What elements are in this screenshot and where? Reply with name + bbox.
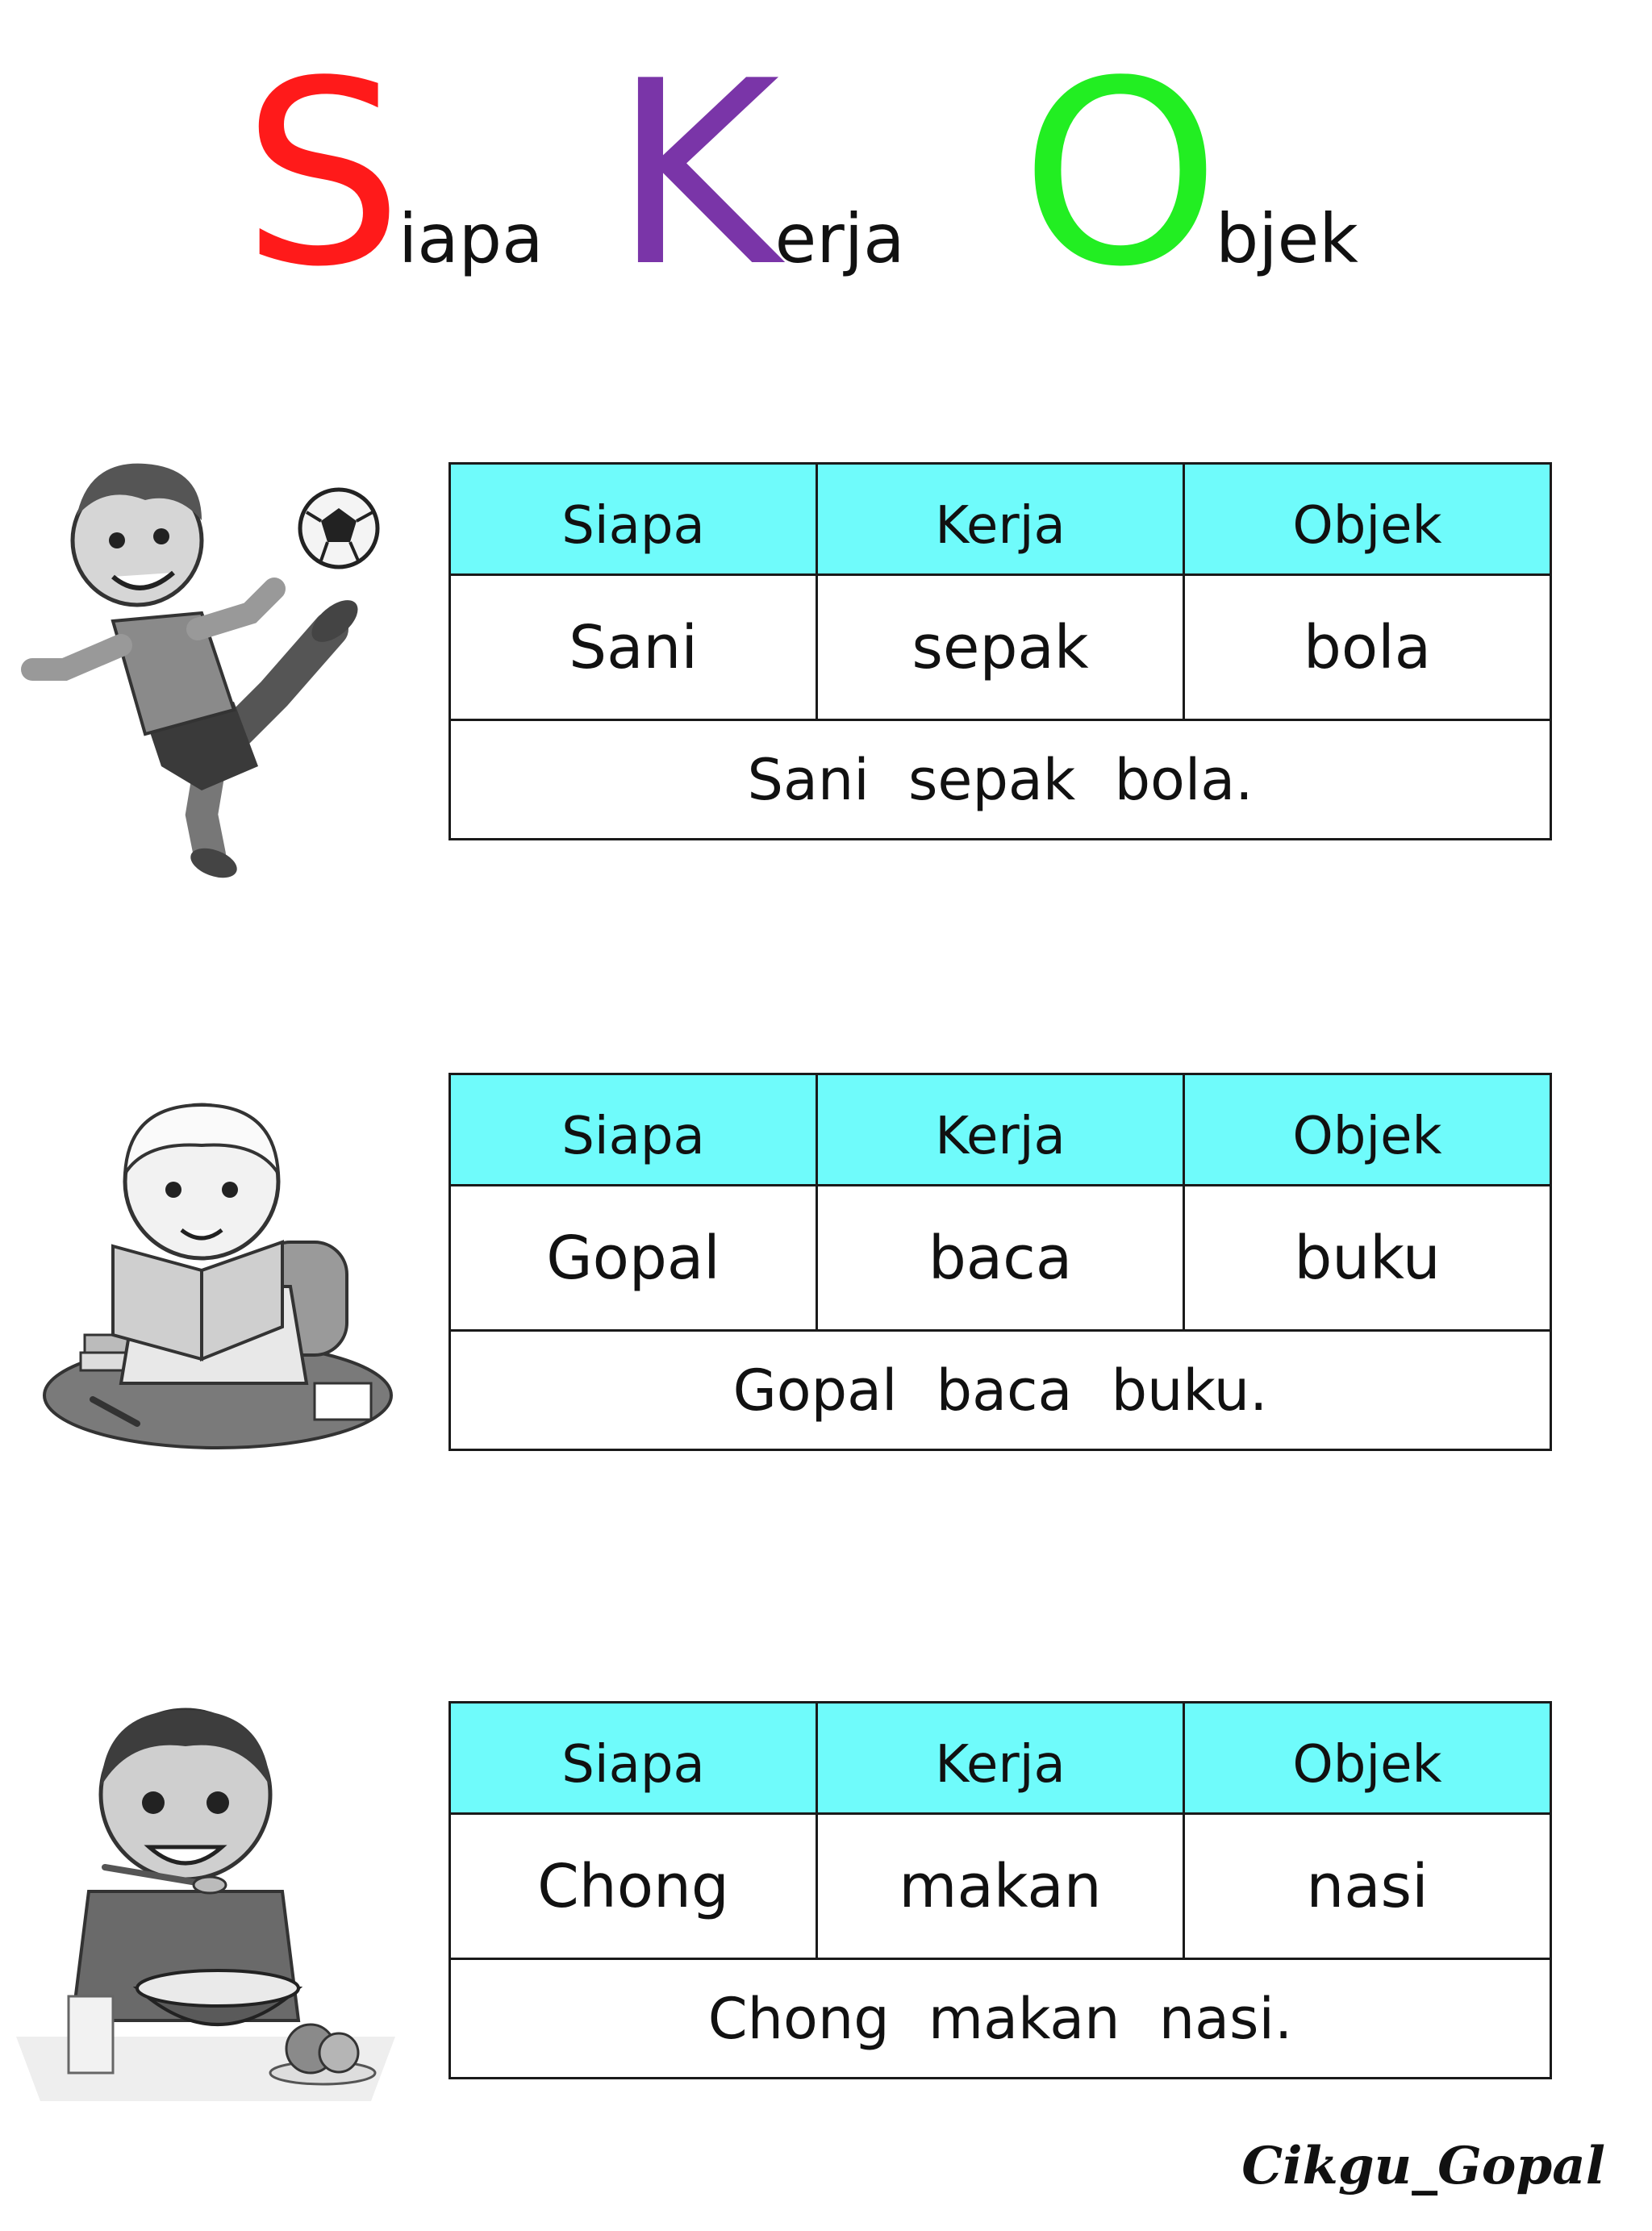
sko-table-3 <box>448 1701 1552 2079</box>
header-siapa: Siapa <box>450 1703 817 1814</box>
header-objek: Objek <box>1184 1074 1551 1186</box>
header-siapa: Siapa <box>450 1074 817 1186</box>
header-kerja: Kerja <box>817 1703 1184 1814</box>
boy-reading-book-svg <box>16 1069 395 1452</box>
title-word-kerja <box>613 27 905 323</box>
title-rest-siapa: iapa <box>398 199 544 278</box>
value-siapa: Gopal <box>450 1186 817 1331</box>
title-rest-objek: bjek <box>1215 199 1358 278</box>
author-credit: Cikgu_Gopal <box>1241 2136 1605 2196</box>
value-siapa: Sani <box>450 575 817 720</box>
boy-kicking-ball-illustration <box>16 427 395 883</box>
table-header-row <box>450 464 1551 575</box>
boy-kicking-ball-svg <box>16 427 395 883</box>
header-objek: Objek <box>1184 1703 1551 1814</box>
value-siapa: Chong <box>450 1814 817 1959</box>
table-values-row <box>450 1186 1551 1331</box>
title-initial-s: S <box>242 27 403 323</box>
header-objek: Objek <box>1184 464 1551 575</box>
header-kerja: Kerja <box>817 1074 1184 1186</box>
sko-table-2 <box>448 1073 1552 1451</box>
value-objek: buku <box>1184 1186 1551 1331</box>
value-objek: bola <box>1184 575 1551 720</box>
table-sentence-row <box>450 1959 1551 2079</box>
table-values-row <box>450 1814 1551 1959</box>
value-objek: nasi <box>1184 1814 1551 1959</box>
header-kerja: Kerja <box>817 464 1184 575</box>
boy-reading-book-illustration <box>16 1069 395 1452</box>
value-kerja: sepak <box>817 575 1184 720</box>
sentence-cell: Chong makan nasi. <box>450 1959 1551 2079</box>
page-title <box>0 0 1652 323</box>
value-kerja: makan <box>817 1814 1184 1959</box>
sentence-cell: Gopal baca buku. <box>450 1331 1551 1450</box>
table-values-row <box>450 575 1551 720</box>
value-kerja: baca <box>817 1186 1184 1331</box>
title-word-siapa <box>242 27 544 323</box>
table-header-row <box>450 1703 1551 1814</box>
title-word-objek <box>1020 27 1358 323</box>
sentence-cell: Sani sepak bola. <box>450 720 1551 840</box>
title-rest-kerja: erja <box>774 199 905 278</box>
header-siapa: Siapa <box>450 464 817 575</box>
table-header-row <box>450 1074 1551 1186</box>
title-initial-o: O <box>1020 27 1220 323</box>
table-sentence-row <box>450 1331 1551 1450</box>
boy-eating-rice-illustration <box>16 1682 395 2101</box>
title-initial-k: K <box>613 27 780 323</box>
table-sentence-row <box>450 720 1551 840</box>
sko-table-1 <box>448 462 1552 840</box>
boy-eating-rice-svg <box>16 1682 395 2101</box>
